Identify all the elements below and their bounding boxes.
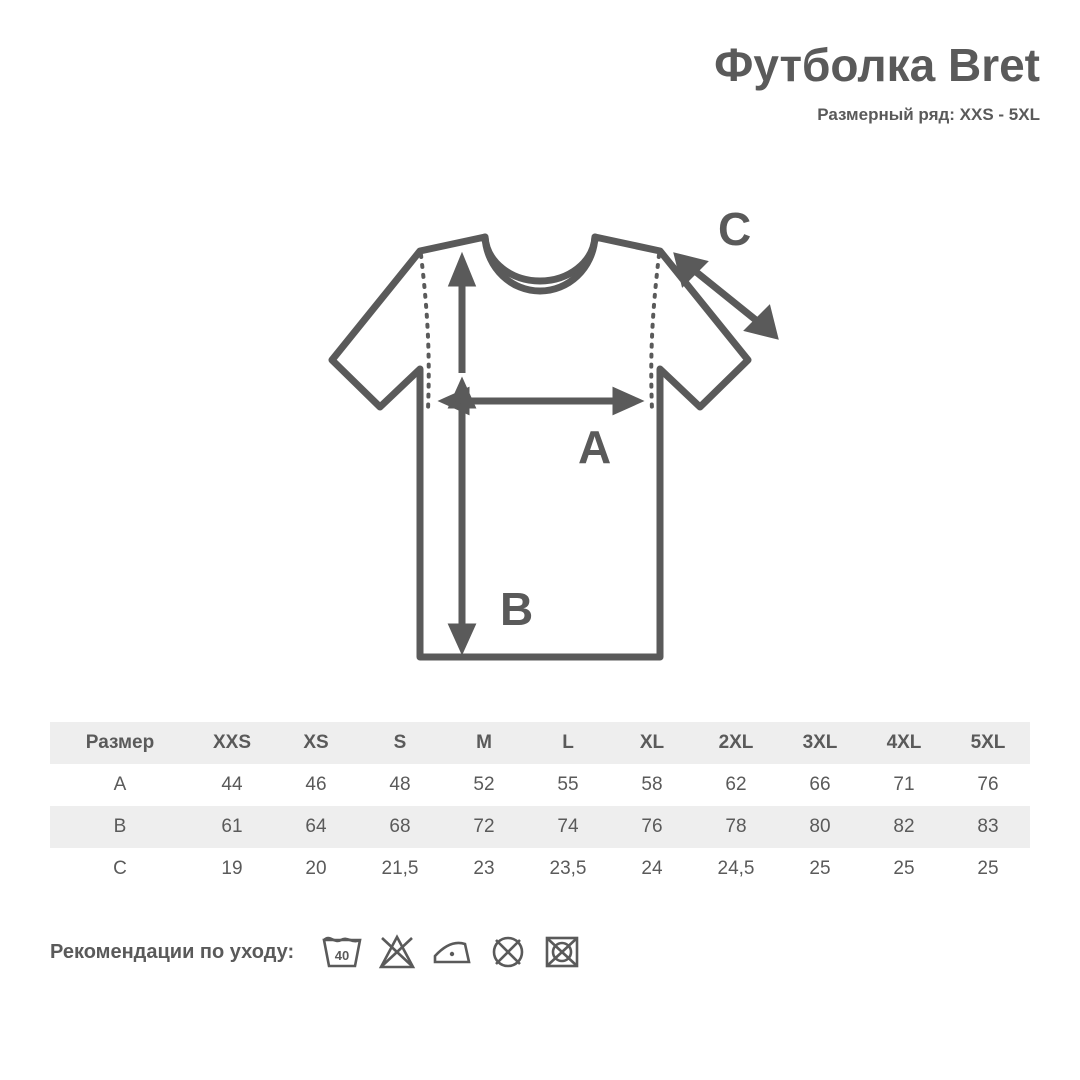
cell: 76	[946, 764, 1030, 806]
cell: 19	[190, 848, 274, 890]
label-c: C	[718, 203, 752, 255]
cell: 68	[358, 806, 442, 848]
column-header: L	[526, 722, 610, 764]
do-not-dryclean-icon	[488, 932, 528, 972]
wash-temp-label: 40	[334, 948, 350, 963]
cell: 24	[610, 848, 694, 890]
cell: 25	[778, 848, 862, 890]
cell: 48	[358, 764, 442, 806]
cell: 72	[442, 806, 526, 848]
cell: 71	[862, 764, 946, 806]
cell: 61	[190, 806, 274, 848]
iron-low-icon	[430, 932, 474, 972]
cell: 66	[778, 764, 862, 806]
do-not-bleach-icon	[378, 932, 416, 972]
size-table	[50, 722, 1030, 890]
table-row	[50, 806, 1030, 848]
cell: 21,5	[358, 848, 442, 890]
tshirt-diagram	[0, 185, 1080, 685]
cell: 20	[274, 848, 358, 890]
cell: 25	[946, 848, 1030, 890]
cell: 80	[778, 806, 862, 848]
wash-40-icon	[320, 932, 364, 972]
row-label: A	[50, 764, 190, 806]
header	[714, 40, 1040, 125]
table-row	[50, 764, 1030, 806]
column-header: Размер	[50, 722, 190, 764]
cell: 44	[190, 764, 274, 806]
cell: 78	[694, 806, 778, 848]
cell: 55	[526, 764, 610, 806]
label-a: A	[578, 421, 612, 473]
cell: 24,5	[694, 848, 778, 890]
cell: 58	[610, 764, 694, 806]
care-icons	[320, 932, 582, 972]
label-b: B	[500, 583, 534, 635]
row-label: C	[50, 848, 190, 890]
cell: 52	[442, 764, 526, 806]
cell: 25	[862, 848, 946, 890]
column-header: 5XL	[946, 722, 1030, 764]
cell: 76	[610, 806, 694, 848]
size-range-subtitle: Размерный ряд: XXS - 5XL	[817, 104, 1040, 124]
cell: 46	[274, 764, 358, 806]
cell: 74	[526, 806, 610, 848]
column-header: XL	[610, 722, 694, 764]
column-header: XXS	[190, 722, 274, 764]
table-row	[50, 848, 1030, 890]
table-header-row	[50, 722, 1030, 764]
column-header: 2XL	[694, 722, 778, 764]
size-table-wrap	[50, 722, 1030, 890]
column-header: M	[442, 722, 526, 764]
do-not-tumble-dry-icon	[542, 932, 582, 972]
tshirt-illustration-svg	[0, 185, 1080, 685]
cell: 82	[862, 806, 946, 848]
cell: 23,5	[526, 848, 610, 890]
care-instructions	[50, 932, 582, 972]
care-label: Рекомендации по уходу:	[50, 940, 295, 963]
cell: 83	[946, 806, 1030, 848]
column-header: XS	[274, 722, 358, 764]
column-header: 3XL	[778, 722, 862, 764]
row-label: B	[50, 806, 190, 848]
cell: 64	[274, 806, 358, 848]
cell: 23	[442, 848, 526, 890]
page-title: Футболка Bret	[714, 39, 1040, 91]
cell: 62	[694, 764, 778, 806]
column-header: 4XL	[862, 722, 946, 764]
column-header: S	[358, 722, 442, 764]
